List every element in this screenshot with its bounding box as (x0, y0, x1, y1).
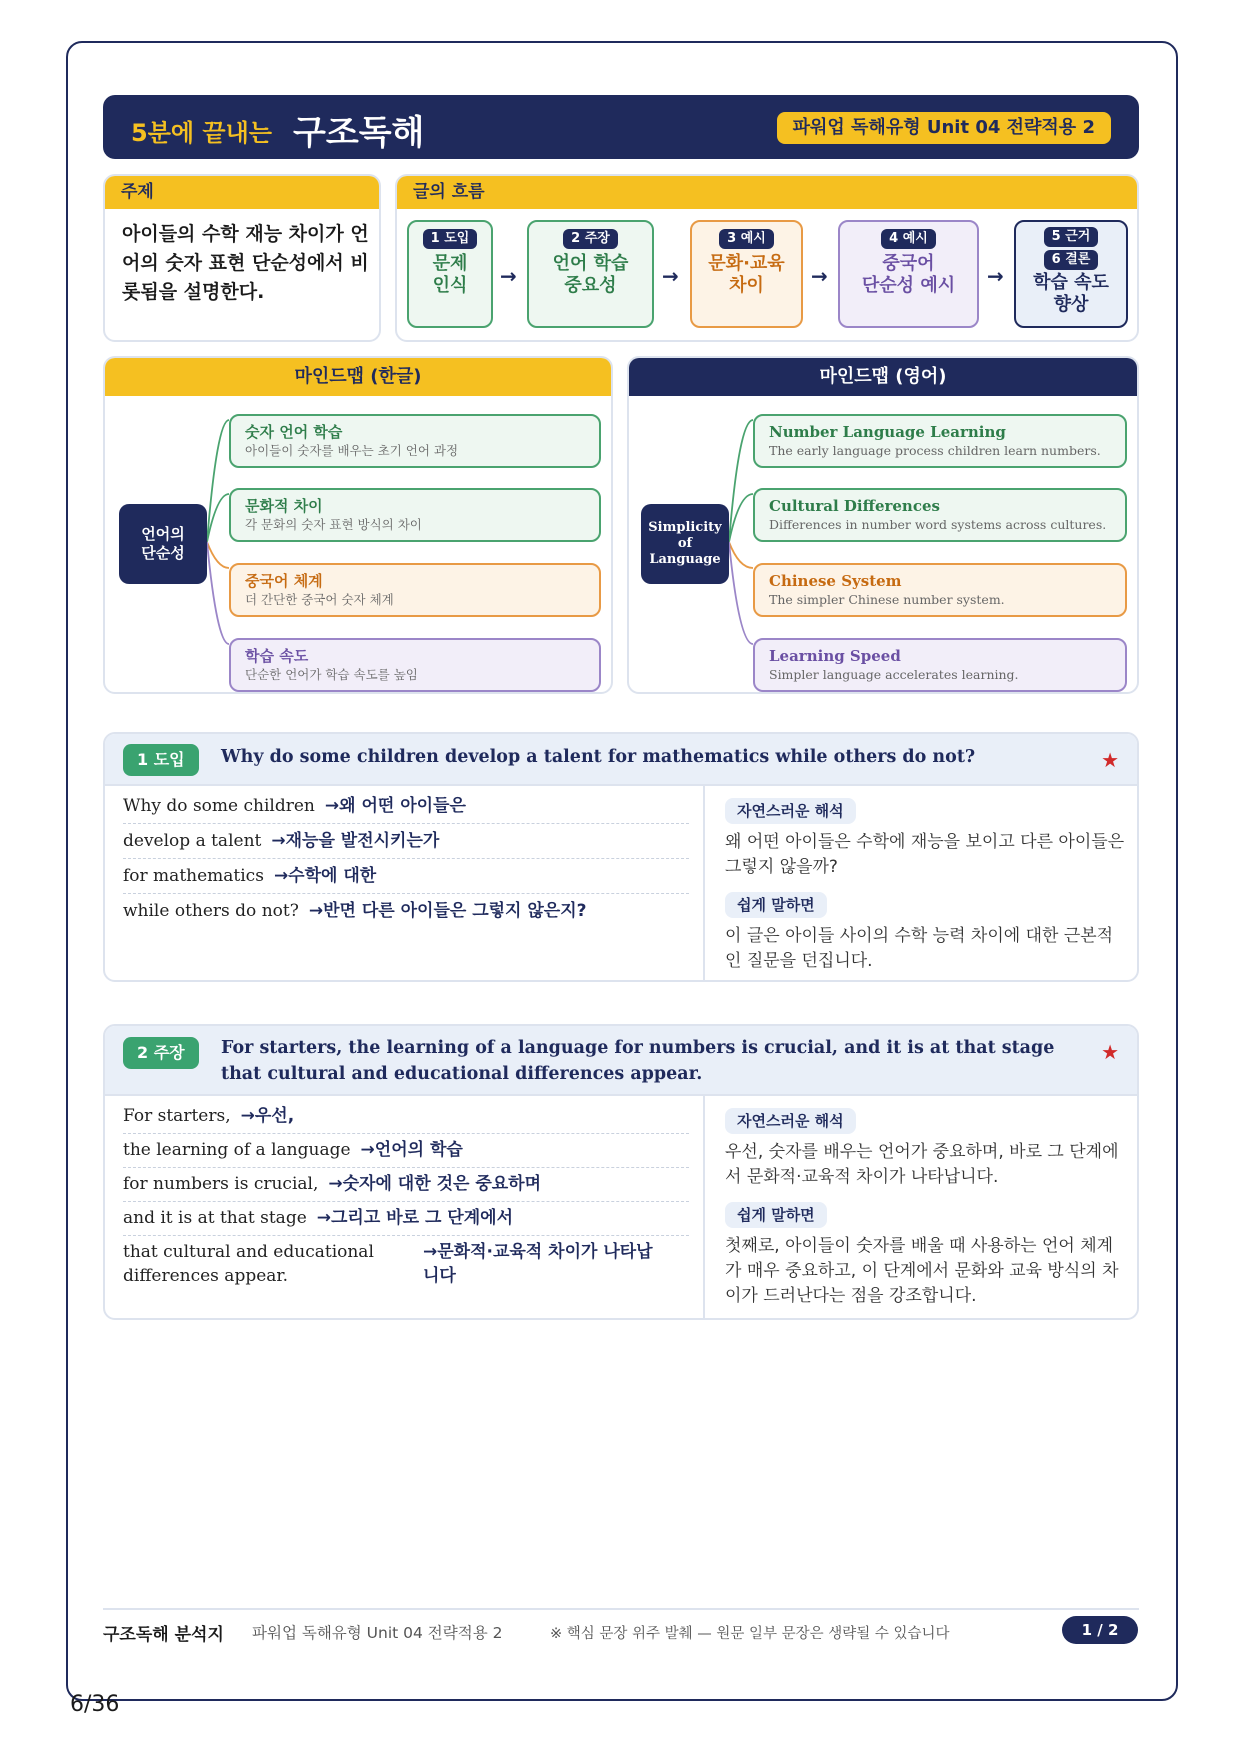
mindmap-branch (753, 563, 1127, 617)
chunk-en: while others do not? (123, 901, 299, 921)
mindmap-branch-title: Number Language Learning (769, 423, 1006, 441)
flow-step-4 (838, 220, 979, 328)
mindmap-branch (753, 488, 1127, 542)
chunk-en: develop a talent (123, 831, 262, 851)
page-indicator: 1 / 2 (1062, 1616, 1138, 1644)
natural-text: 왜 어떤 아이들은 수학에 재능을 보이고 다른 아이들은 그렇지 않을까? (725, 832, 1125, 877)
mindmap-branch-title: 학습 속도 (245, 647, 309, 665)
footer-brand: 구조독해 분석지 (103, 1625, 224, 1645)
flow-arrow: → (662, 264, 679, 288)
mindmap-branch-desc: The simpler Chinese number system. (769, 592, 1005, 607)
mindmap-english (627, 356, 1139, 694)
section-claim (103, 1024, 1139, 1320)
section-claim-header (105, 1026, 1137, 1096)
header-title: 구조독해 (293, 113, 425, 153)
chunk-ko: →숫자에 대한 것은 중요하며 (328, 1174, 542, 1194)
chunk-ko: →왜 어떤 아이들은 (324, 796, 466, 816)
mindmap-branch-title: Learning Speed (769, 647, 901, 665)
chunk-row (123, 1104, 689, 1134)
mindmap-branch (753, 414, 1127, 468)
section-badge: 1 도입 (123, 744, 199, 776)
mindmap-branch (229, 414, 601, 468)
flow-step-5 (1014, 220, 1128, 328)
flow-label: 글의 흐름 (397, 176, 1137, 209)
header-subtitle: 5분에 끝내는 (131, 119, 272, 147)
easy-label: 쉽게 말하면 (725, 892, 827, 918)
mindmap-branch-desc: 더 간단한 중국어 숫자 체계 (245, 592, 394, 607)
natural-label: 자연스러운 해석 (725, 798, 856, 824)
chunk-en: for numbers is crucial, (123, 1174, 319, 1194)
chunk-row (123, 1138, 689, 1168)
easy-text: 이 글은 아이들 사이의 수학 능력 차이에 대한 근본적인 질문을 던집니다. (725, 926, 1114, 971)
mindmap-branch-desc: 아이들이 숫자를 배우는 초기 언어 과정 (245, 443, 459, 458)
interpretation-panel (707, 1096, 1137, 1320)
chunk-row (123, 1240, 689, 1294)
chunk-list (105, 786, 705, 982)
chunk-row (123, 1172, 689, 1202)
chunk-row (123, 794, 689, 824)
flow-arrow: → (987, 264, 1004, 288)
chunk-row (123, 829, 689, 859)
chunk-en: For starters, (123, 1106, 231, 1126)
chunk-row (123, 1206, 689, 1236)
flow-step-text: 언어 학습 중요성 (552, 253, 629, 296)
easy-label: 쉽게 말하면 (725, 1202, 827, 1228)
chunk-ko: →재능을 발전시키는가 (271, 831, 440, 851)
mindmap-english-label: 마인드맵 (영어) (629, 358, 1137, 396)
section-intro-header (105, 734, 1137, 786)
flow-card (395, 174, 1139, 342)
mindmap-branch-desc: Simpler language accelerates learning. (769, 667, 1019, 682)
mindmap-korean (103, 356, 613, 694)
mindmap-branch-desc: Differences in number word systems across cultures. (769, 517, 1107, 532)
chunk-en: that cultural and educational differences appear. (123, 1242, 374, 1286)
topic-text: 아이들의 수학 재능 차이가 언어의 숫자 표현 단순성에서 비롯됨을 설명한다. (122, 223, 369, 303)
chunk-ko: →문화적·교육적 차이가 나타납니다 (423, 1242, 653, 1286)
mindmap-branch-title: 문화적 차이 (245, 497, 323, 515)
flow-step-text: 중국어 단순성 예시 (861, 253, 956, 296)
interpretation-panel (707, 786, 1137, 982)
section-sentence: Why do some children develop a talent for mathematics while others do not? (221, 747, 976, 767)
flow-step-badge: 1 도입 (423, 229, 478, 249)
star-icon: ★ (1101, 1040, 1119, 1064)
mindmap-branch-desc: The early language process children learn numbers. (769, 443, 1101, 458)
section-badge: 2 주장 (123, 1037, 199, 1069)
mindmap-branch-title: Cultural Differences (769, 497, 940, 515)
flow-step-2 (527, 220, 654, 328)
easy-text: 첫째로, 아이들이 숫자를 배울 때 사용하는 언어 체계가 매우 중요하고, 이 단계에서 문화와 교육 방식의 차이가 드러난다는 점을 강조합니다. (725, 1236, 1119, 1306)
star-icon: ★ (1101, 748, 1119, 772)
section-intro (103, 732, 1139, 982)
chunk-en: the learning of a language (123, 1140, 351, 1160)
chunk-ko: →우선, (240, 1106, 295, 1126)
chunk-en: Why do some children (123, 796, 315, 816)
flow-step-badge: 4 예시 (881, 229, 936, 249)
mindmap-branch-title: Chinese System (769, 572, 902, 590)
unit-badge: 파워업 독해유형 Unit 04 전략적용 2 (777, 112, 1111, 144)
section-sentence: For starters, the learning of a language for numbers is crucial, and it is at that stage that cultural and educational differences appear. (221, 1038, 1055, 1084)
chunk-ko: →그리고 바로 그 단계에서 (316, 1208, 513, 1228)
mindmap-korean-center: 언어의 단순성 (119, 504, 207, 584)
topic-label: 주제 (105, 176, 379, 209)
topic-card (103, 174, 381, 342)
mindmap-branch-desc: 단순한 언어가 학습 속도를 높임 (245, 667, 418, 682)
chunk-en: and it is at that stage (123, 1208, 307, 1228)
chunk-en: for mathematics (123, 866, 264, 886)
flow-step-badge: 5 근거 (1044, 227, 1099, 247)
header-banner (103, 95, 1139, 159)
footer-divider (103, 1608, 1139, 1610)
chunk-row (123, 864, 689, 894)
natural-text: 우선, 숫자를 배우는 언어가 중요하며, 바로 그 단계에서 문화적·교육적 차이가 나타납니다. (725, 1142, 1119, 1187)
flow-arrow: → (811, 264, 828, 288)
chunk-list (105, 1096, 705, 1320)
page-counter: 6/36 (70, 1692, 120, 1717)
mindmap-branch-title: 중국어 체계 (245, 572, 323, 590)
mindmap-branch (229, 488, 601, 542)
flow-step-badge: 6 결론 (1044, 250, 1098, 270)
flow-step-badge: 3 예시 (719, 229, 774, 249)
chunk-ko: →언어의 학습 (360, 1140, 463, 1160)
mindmap-branch (229, 563, 601, 617)
natural-label: 자연스러운 해석 (725, 1108, 856, 1134)
mindmap-branch (229, 638, 601, 692)
flow-arrow: → (500, 264, 517, 288)
flow-step-text: 문제 인식 (432, 253, 468, 296)
flow-step-badge: 2 주장 (563, 229, 618, 249)
mindmap-korean-label: 마인드맵 (한글) (105, 358, 611, 396)
mindmap-branch-title: 숫자 언어 학습 (245, 423, 343, 441)
footer-unit: 파워업 독해유형 Unit 04 전략적용 2 (252, 1624, 503, 1642)
mindmap-branch (753, 638, 1127, 692)
mindmap-branch-desc: 각 문화의 숫자 표현 방식의 차이 (245, 517, 422, 532)
flow-step-3 (690, 220, 803, 328)
chunk-ko: →수학에 대한 (273, 866, 377, 886)
flow-step-1 (407, 220, 493, 328)
footer-note: ※ 핵심 문장 위주 발췌 — 원문 일부 문장은 생략될 수 있습니다 (550, 1626, 950, 1642)
mindmap-english-center: Simplicity of Language (641, 504, 729, 584)
chunk-row (123, 899, 689, 929)
flow-step-text: 문화·교육 차이 (708, 253, 785, 296)
flow-step-text: 학습 속도 향상 (1033, 272, 1109, 315)
chunk-ko: →반면 다른 아이들은 그렇지 않은지? (308, 901, 587, 921)
